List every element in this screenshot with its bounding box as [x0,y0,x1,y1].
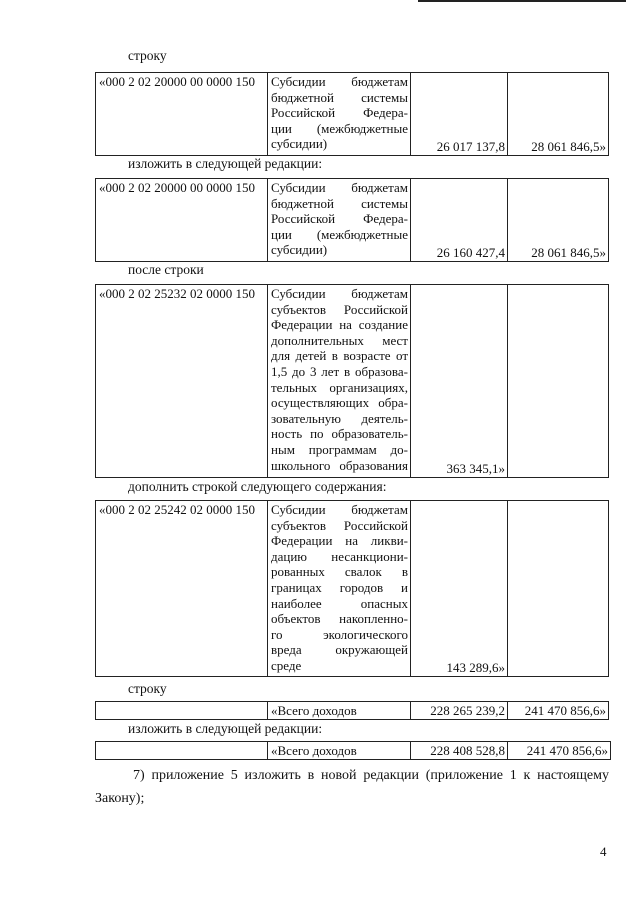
budget-description: Субсидии бюджетам бюджетной системы Российской Федера- ции (межбюджетные субсидии) [268,73,411,156]
label-dopolnit: дополнить строкой следующего содержания: [128,479,387,494]
amount-year-1: 26 017 137,8 [411,73,508,156]
amount-year-1: 26 160 427,4 [411,179,508,262]
total-label: «Всего доходов [268,742,411,760]
table-row [96,73,609,156]
total-year-1: 228 265 239,2 [411,702,508,720]
amount-year-2 [508,285,609,478]
budget-code: «000 2 02 25242 02 0000 150 [96,501,268,677]
amount-year-2 [508,501,609,677]
budget-description: Субсидии бюджетам бюджетной системы Российской Федера- ции (межбюджетные субсидии) [268,179,411,262]
amount-year-2: 28 061 846,5» [508,73,609,156]
budget-description: Субсидии бюджетам субъектов Российской Федерации на создание дополнительных мест для детей в возрасте от 1,5 до 3 лет в образова- тельных организациях, осуществляющих обра- зовательную деятель- ность по образователь- ным программам до- школьного образования [268,285,411,478]
table-row [96,702,609,720]
table-row [96,742,611,760]
amount-year-2: 28 061 846,5» [508,179,609,262]
paragraph-item-7: 7) приложение 5 изложить в новой редакции (приложение 1 к настоящему Закону); [95,768,609,806]
budget-code: «000 2 02 20000 00 0000 150 [96,73,268,156]
empty-code-cell [96,742,268,760]
empty-code-cell [96,702,268,720]
budget-table-4 [95,500,609,677]
total-year-1: 228 408 528,8 [411,742,508,760]
budget-table-1 [95,72,609,156]
budget-code: «000 2 02 25232 02 0000 150 [96,285,268,478]
amount-year-1: 143 289,6» [411,501,508,677]
label-izlozhit-2: изложить в следующей редакции: [128,721,323,736]
totals-table-1 [95,701,609,720]
budget-code: «000 2 02 20000 00 0000 150 [96,179,268,262]
totals-table-2 [95,741,611,760]
budget-table-2 [95,178,609,262]
budget-table-3 [95,284,609,478]
amount-year-1: 363 345,1» [411,285,508,478]
label-izlozhit-1: изложить в следующей редакции: [128,156,323,171]
budget-description: Субсидии бюджетам субъектов Российской Федерации на ликви- дацию несанкциони- рованных свалок в границах городов и наиболее опасных объектов накопленно- го экологического вреда окружающей среде [268,501,411,677]
label-stroku-2: строку [128,681,167,696]
label-stroku-1: строку [128,48,167,63]
table-row [96,501,609,677]
label-posle-stroki: после строки [128,262,204,277]
table-row [96,179,609,262]
table-row [96,285,609,478]
total-year-2: 241 470 856,6» [508,702,609,720]
total-year-2: 241 470 856,6» [508,742,611,760]
page-number: 4 [600,844,607,859]
header-rule [418,0,626,2]
total-label: «Всего доходов [268,702,411,720]
